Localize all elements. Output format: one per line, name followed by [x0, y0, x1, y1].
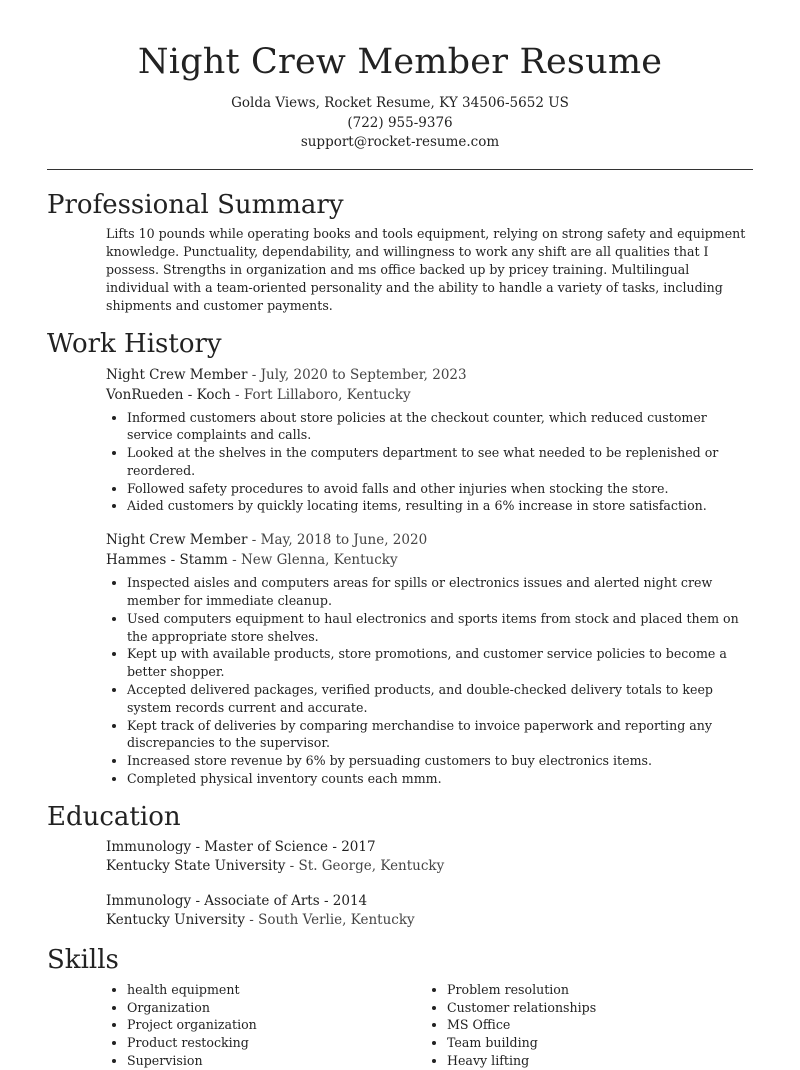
- job-company: VonRueden - Koch: [106, 386, 231, 403]
- education-section: [47, 800, 753, 931]
- skill-item: • Organization: [127, 999, 367, 1017]
- skills-section: [47, 943, 753, 1070]
- job-bullet: • Kept up with available products, store promotions, and customer service policies to become a better shopper.: [127, 645, 753, 681]
- job-bullets: [47, 574, 753, 788]
- resume-title: Night Crew Member Resume: [137, 42, 663, 82]
- skills-heading: Skills: [47, 944, 119, 975]
- skills-list-right: [367, 981, 687, 1070]
- skill-item: • Heavy lifting: [447, 1052, 687, 1070]
- summary-heading: Professional Summary: [47, 189, 344, 220]
- job-entry: [106, 530, 753, 570]
- skill-item: • Customer relationships: [447, 999, 687, 1017]
- job-dates: - May, 2018 to June, 2020: [247, 532, 428, 549]
- resume-header: [0, 0, 800, 153]
- education-school: Kentucky University: [106, 912, 245, 929]
- skills-list-left: [47, 981, 367, 1070]
- job-bullets: [47, 409, 753, 516]
- job-bullet: • Informed customers about store policies at the checkout counter, which reduced customer service complaints and calls.: [127, 409, 753, 445]
- work-history-heading: Work History: [47, 328, 222, 359]
- contact-block: [0, 94, 800, 153]
- job-bullet: • Inspected aisles and computers areas for spills or electronics issues and alerted night crew member for immediate cleanup.: [127, 574, 753, 610]
- education-degree: Immunology - Associate of Arts - 2014: [106, 892, 368, 909]
- education-school: Kentucky State University: [106, 858, 286, 875]
- skill-item: • MS Office: [447, 1016, 687, 1034]
- skill-item: • health equipment: [127, 981, 367, 999]
- skill-item: • Team building: [447, 1034, 687, 1052]
- contact-email: support@rocket-resume.com: [300, 134, 500, 150]
- education-school-line: [106, 911, 753, 931]
- job-bullet: • Looked at the shelves in the computers department to see what needed to be replenished or reordered.: [127, 444, 753, 480]
- job-bullet: • Kept track of deliveries by comparing merchandise to invoice paperwork and reporting any discrepancies to the supervisor.: [127, 717, 753, 753]
- job-company: Hammes - Stamm: [106, 552, 228, 569]
- job-entry: [106, 365, 753, 405]
- education-entry: [106, 892, 753, 931]
- skill-item: • Problem resolution: [447, 981, 687, 999]
- work-history-section: [47, 327, 753, 788]
- summary-section: [47, 188, 753, 315]
- header-divider: [47, 169, 753, 170]
- job-bullet: • Increased store revenue by 6% by persuading customers to buy electronics items.: [127, 752, 753, 770]
- education-school-line: [106, 857, 753, 877]
- skills-columns: [47, 981, 753, 1070]
- job-dates: - July, 2020 to September, 2023: [247, 366, 467, 383]
- education-location: - South Verlie, Kentucky: [244, 912, 415, 929]
- job-bullet: • Aided customers by quickly locating items, resulting in a 6% increase in store satisfaction.: [127, 497, 753, 515]
- education-heading: Education: [47, 801, 181, 832]
- job-company-line: [106, 550, 753, 570]
- job-bullet: • Followed safety procedures to avoid falls and other injuries when stocking the store.: [127, 480, 753, 498]
- education-degree: Immunology - Master of Science - 2017: [106, 838, 376, 855]
- job-bullet: • Accepted delivered packages, verified products, and double-checked delivery totals to keep system records current and accurate.: [127, 681, 753, 717]
- skill-item: • Supervision: [127, 1052, 367, 1070]
- summary-text: Lifts 10 pounds while operating books and tools equipment, relying on strong safety and equipment knowledge. Punctuality, dependability, and willingness to work any shift are all qualities that I possess. Strengths in organization and ms office backed up by pricey training. Multilingual individual with a team-oriented personality and the ability to handle a variety of tasks, including shipments and customer payments.: [106, 225, 746, 313]
- education-entry: [106, 838, 753, 877]
- job-company-line: [106, 385, 753, 405]
- job-location: - Fort Lillaboro, Kentucky: [230, 386, 411, 403]
- job-bullet: • Completed physical inventory counts each mmm.: [127, 770, 753, 788]
- job-location: - New Glenna, Kentucky: [227, 552, 398, 569]
- job-title-line: [106, 530, 753, 550]
- job-bullet: • Used computers equipment to haul electronics and sports items from stock and placed them on the appropriate store shelves.: [127, 610, 753, 646]
- education-location: - St. George, Kentucky: [285, 858, 445, 875]
- contact-phone: (722) 955-9376: [347, 114, 453, 131]
- skill-item: • Project organization: [127, 1016, 367, 1034]
- contact-address: Golda Views, Rocket Resume, KY 34506-5652 US: [231, 95, 569, 111]
- job-title-line: [106, 365, 753, 385]
- job-role: Night Crew Member: [106, 532, 248, 549]
- skill-item: • Product restocking: [127, 1034, 367, 1052]
- job-role: Night Crew Member: [106, 366, 248, 383]
